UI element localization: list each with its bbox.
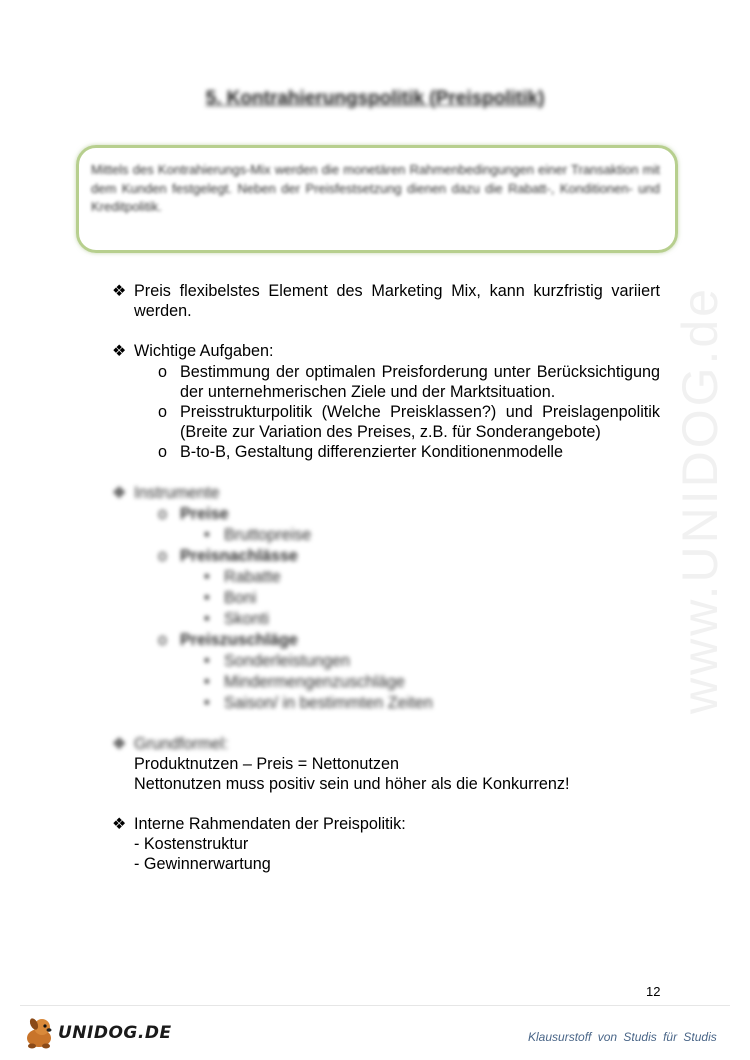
- bullet-internal-data: [112, 814, 660, 834]
- task-text: B-to-B, Gestaltung differenzierter Konditionenmodelle: [180, 443, 564, 462]
- dog-mascot-icon: [22, 1016, 58, 1050]
- dot-bullet-icon: •: [204, 609, 210, 628]
- circle-bullet-icon: o: [158, 403, 168, 422]
- instrument-group: [158, 630, 660, 651]
- group-name: Preisnachlässe: [180, 546, 298, 565]
- circle-bullet-icon: o: [158, 443, 168, 462]
- group-name: Preiszuschläge: [180, 630, 298, 649]
- instrument-item: • Sonderleistungen: [204, 651, 350, 670]
- bullet-label: Interne Rahmendaten der Preispolitik:: [134, 815, 406, 834]
- instruments-section: [112, 483, 660, 714]
- footer-divider: [20, 1005, 730, 1006]
- footer-tagline: Klausurstoff von Studis für Studis: [528, 1030, 717, 1044]
- instrument-item: • Rabatte: [204, 567, 281, 586]
- definition-box: [76, 145, 678, 253]
- internal-data-line: - Kostenstruktur: [134, 835, 249, 854]
- dot-bullet-icon: •: [204, 651, 210, 670]
- document-page: www.UNIDOG.de 5. Kontrahierungspolitik (Preispolitik) Mittels des Kontrahierungs-Mix werden die monetären Rahmenbedingungen einer Transaktion mit dem Kunden festgelegt. Neben der Preisfestsetzung dienen dazu die Rabatt-, Konditionen- und Kreditpolitik. ❖ Preis flexibelstes Element des Marketing Mix, kann kurzfristig variiert werden. ❖ Wichtige Aufgaben: o Bestimmung der optimalen Preisforderung unter Berücksichtigung der unternehmerischen Ziele und der Marktsituation. o Preisstrukturpolitik (Welche Preisklassen?) und Preislagenpolitik (Breite zur Variation des Preises, z.B. für Sonderangebote) o B-to-B, Gestaltung differenzierter Konditionenmodelle ❖ Instrumente o Preise • Bruttopreise o Preisnachlässe • Rabatte • Boni • Skonti o Preiszuschläge • Sonderleistungen • Mindermengenzuschläge • Saison/ in bestimmten Zeiten ❖ Grundformel: Produktnutzen – Preis = Nettonutzen Nettonutzen muss positiv sein und höher als die Konkurrenz! ❖ Interne Rahmendaten der Preispolitik: - Kostenstruktur - Gewinnerwartung 12 UNIDOG.DE Klausurstoff von Studis für Studis: [0, 0, 750, 1060]
- instrument-group: [158, 504, 660, 525]
- page-number: 12: [646, 984, 661, 999]
- formula-line: Nettonutzen muss positiv sein und höher als die Konkurrenz!: [134, 774, 570, 793]
- task-item: [158, 362, 660, 402]
- circle-bullet-icon: o: [158, 362, 168, 381]
- page-title: 5. Kontrahierungspolitik (Preispolitik): [205, 88, 545, 109]
- dot-bullet-icon: •: [204, 672, 210, 691]
- instrument-item: • Mindermengenzuschläge: [204, 672, 405, 691]
- instrument-item: • Saison/ in bestimmten Zeiten: [204, 693, 433, 712]
- dot-bullet-icon: •: [204, 567, 210, 586]
- circle-bullet-icon: o: [158, 504, 168, 523]
- task-text: Preisstrukturpolitik (Welche Preisklassen?) und Preislagenpolitik (Breite zur Variation des Preises, z.B. für Sonderangebote): [180, 403, 660, 442]
- task-item: [158, 402, 660, 442]
- bullet-flexibility: [112, 281, 660, 321]
- diamond-bullet-icon: ❖: [112, 342, 127, 361]
- bullet-label: Grundformel:: [134, 734, 229, 753]
- dot-bullet-icon: •: [204, 525, 210, 544]
- instrument-group: [158, 546, 660, 567]
- bullet-tasks: [112, 341, 660, 361]
- unidog-logo: [22, 1016, 172, 1050]
- content-body: [112, 281, 660, 875]
- instrument-item: • Bruttopreise: [204, 525, 312, 544]
- bullet-text: Preis flexibelstes Element des Marketing Mix, kann kurzfristig variiert werden.: [134, 282, 660, 321]
- dot-bullet-icon: •: [204, 693, 210, 712]
- bullet-label: Instrumente: [134, 483, 220, 502]
- internal-data-line: - Gewinnerwartung: [134, 855, 271, 874]
- task-item: [158, 442, 660, 462]
- diamond-bullet-icon: ❖: [112, 815, 127, 834]
- task-text: Bestimmung der optimalen Preisforderung unter Berücksichtigung der unternehmerischen Ziele und der Marktsituation.: [180, 362, 660, 401]
- bullet-formula: [112, 734, 660, 754]
- group-name: Preise: [180, 504, 229, 523]
- definition-text: Mittels des Kontrahierungs-Mix werden die monetären Rahmenbedingungen einer Transaktion mit dem Kunden festgelegt. Neben der Preisfestsetzung dienen dazu die Rabatt-, Konditionen- und Kreditpolitik.: [91, 162, 660, 214]
- circle-bullet-icon: o: [158, 546, 168, 565]
- logo-text: UNIDOG.DE: [58, 1023, 172, 1043]
- formula-line: Produktnutzen – Preis = Nettonutzen: [134, 754, 400, 773]
- bullet-instruments: [112, 483, 660, 504]
- diamond-bullet-icon: ❖: [112, 483, 127, 502]
- diamond-bullet-icon: ❖: [112, 282, 127, 300]
- bullet-label: Wichtige Aufgaben:: [134, 342, 274, 361]
- instrument-item: • Skonti: [204, 609, 269, 628]
- diamond-bullet-icon: ❖: [112, 734, 127, 753]
- dot-bullet-icon: •: [204, 588, 210, 607]
- instrument-item: • Boni: [204, 588, 257, 607]
- circle-bullet-icon: o: [158, 630, 168, 649]
